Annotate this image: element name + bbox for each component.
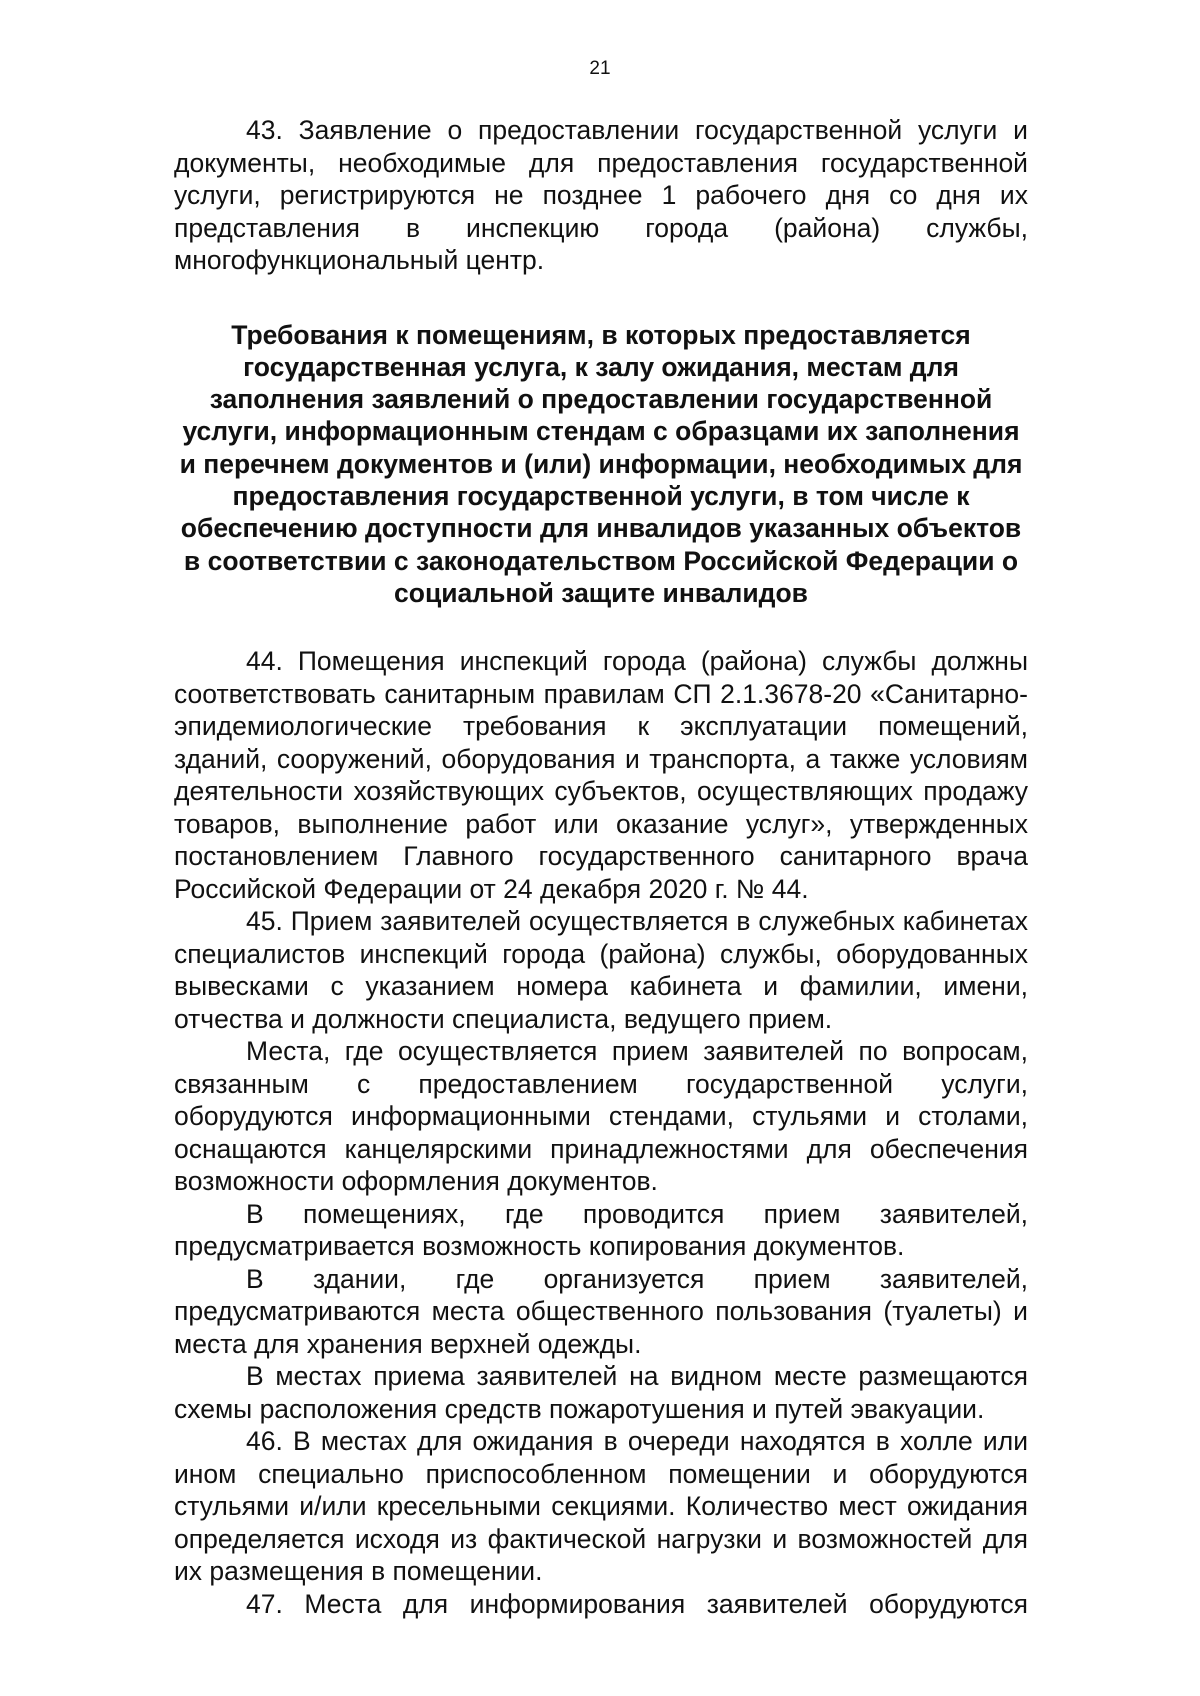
paragraph-46: 46. В местах для ожидания в очереди находятся в холле или ином специально приспособленном помещении и оборудуются стульями и/или кресельными секциями. Количество мест ожидания определяется исходя из фактической нагрузки и возможностей для их размещения в помещении. — [174, 1426, 1028, 1587]
page-number: 21 — [589, 58, 611, 79]
paragraph-43: 43. Заявление о предоставлении государственной услуги и документы, необходимые для предоставления государственной услуги, регистрируются не позднее 1 рабочего дня со дня их представления в инспекцию города (района) службы, многофункциональный центр. — [174, 115, 1028, 275]
section-heading: Требования к помещениям, в которых предоставляется государственная услуга, к залу ожидания, местам для заполнения заявлений о предоставлении государственной услуги, информационным стендам с образцами их заполнения и перечнем документов и (или) информации, необходимых для предоставления государственной услуги, в том числе к обеспечению доступности для инвалидов указанных объектов в соответствии с законодательством Российской Федерации о социальной защите инвалидов — [179, 319, 1023, 608]
paragraph-44: 44. Помещения инспекций города (района) службы должны соответствовать санитарным правилам СП 2.1.3678-20 «Санитарно-эпидемиологические требования к эксплуатации помещений, зданий, сооружений, оборудования и транспорта, а также условиям деятельности хозяйствующих субъектов, осуществляющих продажу товаров, выполнение работ или оказание услуг», утвержденных постановлением Главного государственного санитарного врача Российской Федерации от 24 декабря 2020 г. № 44. — [174, 646, 1028, 904]
paragraph-45-building: В здании, где организуется прием заявителей, предусматриваются места общественного пользования (туалеты) и места для хранения верхней одежды. — [174, 1263, 1028, 1359]
paragraph-45-copying: В помещениях, где проводится прием заявителей, предусматривается возможность копирования документов. — [174, 1198, 1028, 1262]
paragraph-45: 45. Прием заявителей осуществляется в служебных кабинетах специалистов инспекций города (района) службы, оборудованных вывесками с указанием номера кабинета и фамилии, имени, отчества и должности специалиста, ведущего прием. — [174, 906, 1028, 1034]
document-body — [174, 114, 1028, 1620]
paragraph-47: 47. Места для информирования заявителей оборудуются — [246, 1588, 1028, 1619]
paragraph-45-evacuation: В местах приема заявителей на видном месте размещаются схемы расположения средств пожаротушения и путей эвакуации. — [174, 1361, 1028, 1424]
paragraph-45-places: Места, где осуществляется прием заявителей по вопросам, связанным с предоставлением государственной услуги, оборудуются информационными стендами, стульями и столами, оснащаются канцелярскими принадлежностями для обеспечения возможности оформления документов. — [174, 1036, 1028, 1197]
